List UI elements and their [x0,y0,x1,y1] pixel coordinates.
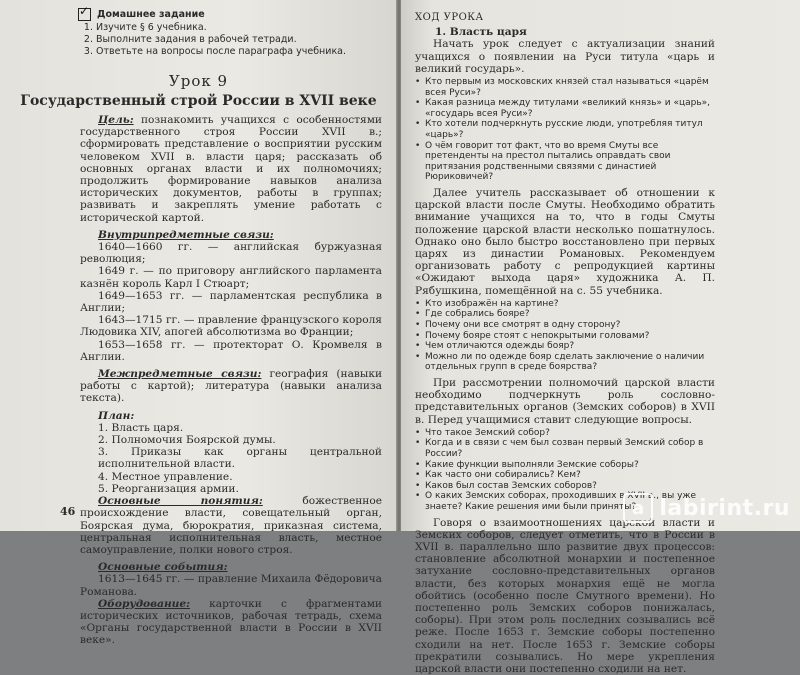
homework-title-text: Домашнее задание [97,9,205,21]
intra-line: 1653—1658 гг. — протекторат О. Кромвеля в Англии. [80,339,382,363]
body-paragraph: Далее учитель рассказывает об отношении к царской власти после Смуты. Необходимо обратить внимание учащихся на то, что в годы Смуты положение царской власти несколько пошатнулось. Однако оно было быстро восстановлено при первых царях из династии Романовых. Рекомендуем организовать работу с репродукцией картины «Ожидают выхода царя» художника А. П. Рябушкина, помещённой на с. 55 учебника. [415,187,715,297]
subsection-title: 1. Власть царя [415,26,715,38]
homework-item: 3. Ответьте на вопросы после параграфа учебника. [96,46,378,58]
lesson-title: Государственный строй России в XVII веке [0,93,397,109]
events-label-line [80,561,382,573]
equipment-text: карточки с фрагментами исторических источников, рабочая тетрадь, схема «Органы государственной власти в России в XVII веке». [80,598,382,647]
watermark-text: labirint.ru [659,496,790,521]
intra-label: Внутрипредметные связи: [98,229,274,241]
intra-label-line [80,229,382,241]
lesson-progress-body [415,12,715,675]
question-item: • Где собрались бояре? [415,309,715,320]
intra-line: 1643—1715 гг. — правление французского короля Людовика XIV, апогей абсолютизма во Франции; [80,314,382,338]
concepts-text: божественное происхождение власти, совещательный орган, Боярская дума, бюрократия, приказная система, центральная исполнительная власть, местное самоуправление, полки нового строя. [80,495,382,556]
intra-line: 1640—1660 гг. — английская буржуазная революция; [80,241,382,265]
events-label: Основные события: [98,561,228,573]
goal-label: Цель: [98,114,134,126]
question-item: • О каких Земских соборах, проходивших в XVII в., вы уже знаете? Какие решения ими были приняты? [415,491,715,512]
labirint-logo-icon: а [623,493,653,523]
question-item: • Как часто они собирались? Кем? [415,470,715,481]
plan-label: План: [80,410,382,422]
inter-label: Межпредметные связи: [98,368,261,380]
homework-box [78,8,378,58]
plan-item: 1. Власть царя. [80,422,382,434]
right-page [401,0,800,531]
lesson-plan-body [80,114,382,647]
question-item: • Можно ли по одежде бояр сделать заключение о наличии отдельных групп в среде боярства? [415,352,715,373]
question-item: • Что такое Земский собор? [415,428,715,439]
goal-text: познакомить учащихся с особенностями государственного строя России XVII в.; сформировать представление о восприятии русским человеком XVII в. власти царя; рассказать об основных органах власти и их полномочиях; продолжить формирование навыков анализа исторических документов, работы в группах; развивать и закреплять умение работать с исторической картой. [80,114,382,224]
events-text: 1613—1645 гг. — правление Михаила Фёдоровича Романова. [80,573,382,597]
intra-line: 1649—1653 гг. — парламентская республика в Англии; [80,290,382,314]
intra-line: 1649 г. — по приговору английского парламента казнён король Карл I Стюарт; [80,265,382,289]
lesson-number: Урок 9 [0,72,397,90]
section-heading: ХОД УРОКА [415,12,715,24]
intro-paragraph: Начать урок следует с актуализации знаний учащихся о появлении на Руси титула «царь и великий государь». [415,38,715,75]
question-item: • Когда и в связи с чем был созван первый Земский собор в России? [415,438,715,459]
question-item: • Каков был состав Земских соборов? [415,481,715,492]
concepts-paragraph [80,495,382,556]
body-paragraph: При рассмотрении полномочий царской власти необходимо подчеркнуть роль сословно-представительных органов (Земских соборов) в XVII в. Перед учащимися ставит следующие вопросы. [415,377,715,426]
labirint-watermark [623,493,790,523]
plan-item: 4. Местное управление. [80,471,382,483]
inter-paragraph [80,368,382,405]
page-number: 46 [60,505,75,518]
plan-item: 2. Полномочия Боярской думы. [80,434,382,446]
homework-list [78,22,378,58]
equipment-paragraph [80,598,382,647]
question-item: • О чём говорит тот факт, что во время Смуты все претенденты на престол пытались оправдать свои притязания родственными связями с династией Рюриковичей? [415,141,715,183]
question-item: • Кто первым из московских князей стал называться «царём всея Руси»? [415,77,715,98]
plan-list [80,422,382,495]
question-item: • Кто изображён на картине? [415,299,715,310]
checkbox-icon [78,8,91,21]
homework-item: 1. Изучите § 6 учебника. [96,22,378,34]
left-page [0,0,397,531]
homework-item: 2. Выполните задания в рабочей тетради. [96,34,378,46]
question-item: • Чем отличаются одежды бояр? [415,341,715,352]
question-item: • Почему они все смотрят в одну сторону? [415,320,715,331]
question-item: • Кто хотели подчеркнуть русские люди, употребляя титул «царь»? [415,119,715,140]
body-paragraph: Говоря о взаимоотношениях царской власти и Земских соборов, следует отметить, что в России в XVII в. параллельно шло развитие двух процессов: становление абсолютной монархии и постепенное затухание сословно-представительных органов власти, без которых монархия ещё не могла обойтись (особенно после Смутного времени). Но постепенно роль Земских соборов понижалась, соборы). При этом роль последних созывались всё реже. После 1653 г. Земские соборы постепенно сходили на нет. После 1653 г. Земские соборы прекратили созывались. Но мере укрепления царской власти они постепенно сходили на нет. [415,517,715,675]
question-item: • Какие функции выполняли Земские соборы? [415,460,715,471]
question-list [415,77,715,183]
concepts-label: Основные понятия: [98,495,263,507]
plan-item: 5. Реорганизация армии. [80,483,382,495]
goal-paragraph [80,114,382,224]
question-item: • Какая разница между титулами «великий князь» и «царь», «государь всея Руси»? [415,98,715,119]
question-item: • Почему бояре стоят с непокрытыми головами? [415,331,715,342]
inter-text: география (навыки работы с картой); литература (навыки анализа текста). [80,368,382,404]
plan-item: 3. Приказы как органы центральной исполнительной власти. [80,446,382,470]
equipment-label: Оборудование: [98,598,190,610]
question-list [415,299,715,373]
homework-title [78,8,378,21]
